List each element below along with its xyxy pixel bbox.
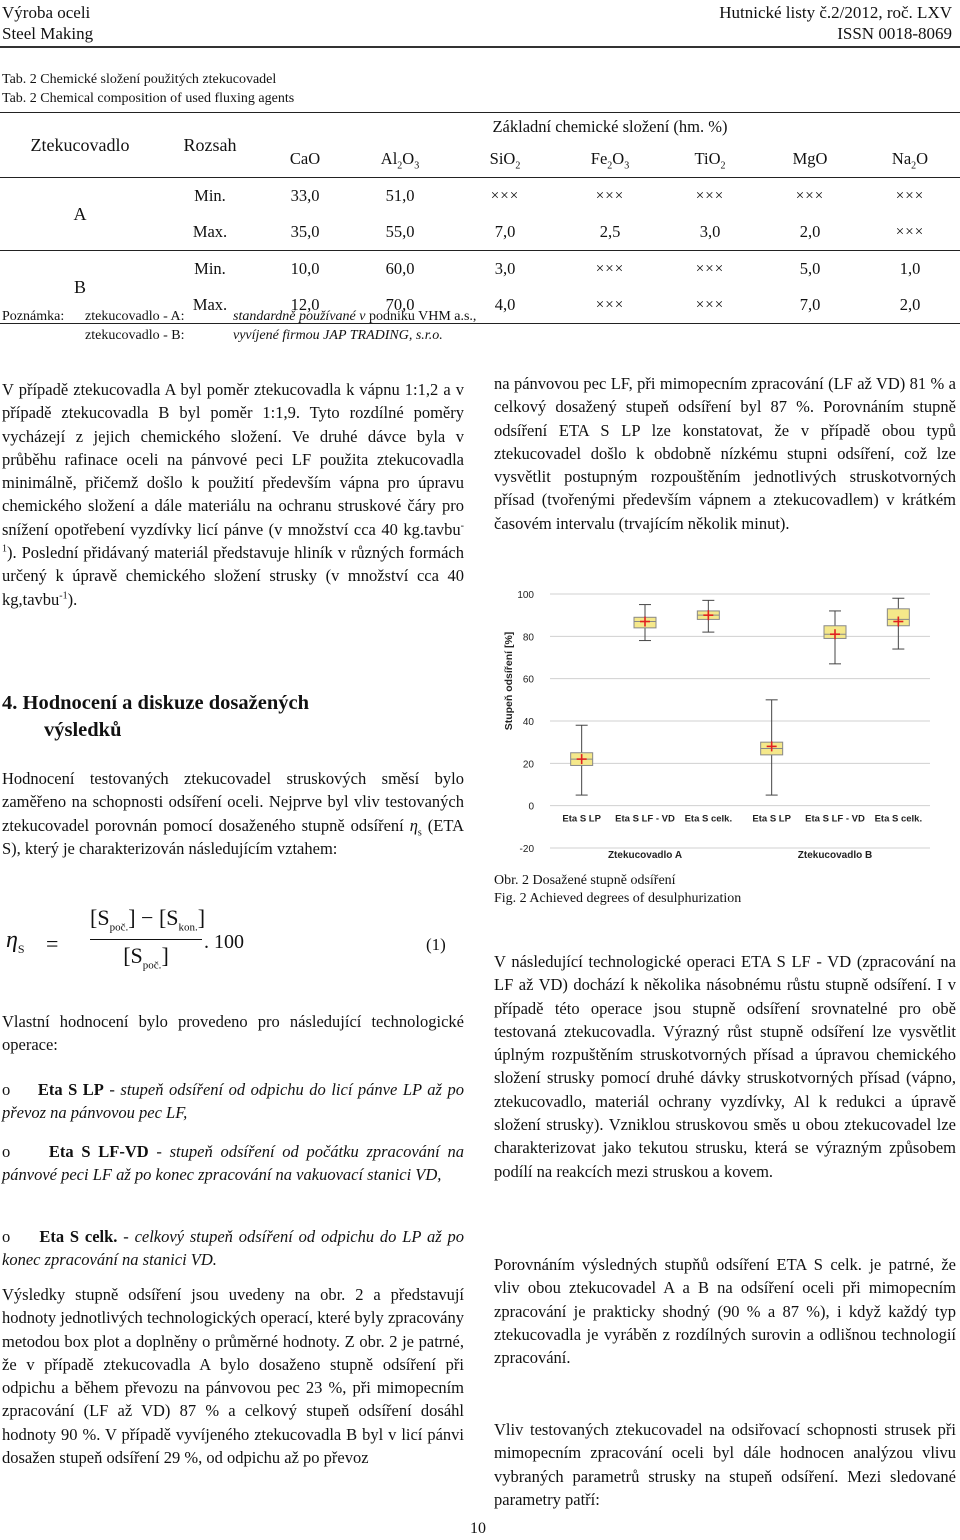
value-cell: 2,0: [860, 287, 960, 324]
desulphurization-boxplot: [490, 580, 940, 870]
value-cell: 1,0: [899, 259, 921, 278]
value-cell: ×××: [595, 187, 625, 204]
paragraph-results: Výsledky stupně odsíření jsou uvedeny na obr. 2 a představují hodnoty jednotlivých technologických operací, které byly zpracovány metodou box plot a doplněny o průměrné hodnoty. Z obr. 2 je patrné, že v případě ztekucovadla A bylo dosaženo stupně odsíření při odpichu a během převozu na pánvovou pec 23 %, při mimopecním zpracování (LF až VD) 87 % a celkový stupeň odsíření dosáhl hodnoty 90 %. V případě vyvíjeného ztekucovadla B byl v licí pánvi dosažen stupeň odsíření 29 %, od odpichu až po převoz: [2, 1285, 464, 1468]
journal-section-en: Steel Making: [2, 24, 94, 43]
y-axis-label: Stupeň odsíření [%]: [503, 631, 515, 731]
chemical-composition-table: [0, 112, 960, 324]
table-row: [0, 178, 960, 215]
header-tio2: TiO$_2$: [660, 141, 760, 178]
equation-desulphurization: [6, 905, 466, 980]
header-rule: [0, 46, 960, 48]
y-tick-label: 20: [522, 759, 534, 771]
eq-number: (1): [426, 935, 446, 954]
value-cell: 3,0: [660, 214, 760, 251]
header-composition-group: Základní chemické složení (hm. %): [260, 113, 960, 142]
table-note-val-b: vyvíjené firmou JAP TRADING, s.r.o.: [233, 328, 443, 343]
header-range: Rozsah: [160, 113, 260, 178]
value-cell: ×××: [695, 260, 725, 277]
y-tick-label: 100: [517, 590, 534, 601]
list-item: o Eta S celk. - celkový stupeň odsíření od odpichu do LP až po konec zpracování na stanici VD.: [2, 1227, 464, 1270]
y-tick-label: -20: [519, 844, 534, 855]
figure-caption-cz: Obr. 2 Dosažené stupně odsíření: [494, 873, 676, 888]
header-flux: Ztekucovadlo: [0, 113, 160, 178]
eq-denominator: $[S_{poč.}]$: [123, 943, 169, 972]
x-tick-label: Eta S LP: [562, 813, 601, 825]
range-cell: Min.: [194, 259, 226, 278]
section-heading: 4. Hodnocení a diskuze dosažených výsledků: [2, 692, 309, 741]
value-cell: ×××: [490, 187, 520, 204]
figure-caption-en: Fig. 2 Achieved degrees of desulphurization: [494, 891, 742, 906]
paragraph-operations: Vlastní hodnocení bylo provedeno pro následující technologické operace:: [2, 1012, 464, 1055]
y-tick-label: 80: [522, 632, 534, 644]
y-tick-label: 40: [522, 717, 534, 728]
journal-section-cz: Výroba oceli: [2, 3, 91, 22]
value-cell: ×××: [695, 187, 725, 204]
value-cell: 33,0: [290, 186, 320, 205]
journal-issn: ISSN 0018-8069: [837, 24, 952, 43]
value-cell: ×××: [795, 187, 825, 204]
eq-fraction-bar: [90, 939, 202, 940]
x-tick-label: Eta S celk.: [874, 813, 923, 825]
paragraph-ratio: V případě ztekucovadla A byl poměr ztekucovadla k vápnu 1:1,2 a v případě ztekucovadla B byl poměr 1:1,9. Tyto rozdílné poměry vycházejí z jejich chemického složení. Ve druhé dávce byla v průběhu rafinace oceli na pánvové peci LF použita ztekucovadla minimálně, přičemž došlo k použití především vápna pro úpravu chemického složení a dále materiálu na ochranu struskové čáry pro snížení opotřebení vyzdívky licí pánve (v množství cca 40 kg.tavbu$^{-1}$). Poslední přidávaný materiál představuje hliník v různých formách určený k úpravě chemického složení strusky (v množství cca 40 kg,tavbu$^{-1}$).: [2, 380, 464, 609]
x-tick-label: Eta S celk.: [684, 813, 733, 825]
value-cell: 51,0: [385, 186, 415, 205]
list-item: o Eta S LF-VD - stupeň odsíření od počátku zpracování na pánvové peci LF až po konec zpracování na vakuovací stanici VD,: [2, 1142, 464, 1185]
value-cell: 5,0: [799, 259, 821, 278]
page-number: 10: [470, 1520, 486, 1537]
group-label: Ztekucovadlo B: [797, 850, 873, 861]
value-cell: 3,0: [494, 259, 516, 278]
flux-b: B: [0, 251, 160, 324]
eq-lhs: $\eta_S$: [6, 927, 25, 956]
x-tick-label: Eta S LP: [752, 813, 791, 825]
range-cell: Min.: [194, 186, 226, 205]
value-cell: 7,0: [760, 287, 860, 324]
eq-numerator: $[S_{poč.}] - [S_{kon.}]$: [90, 905, 206, 934]
value-cell: ×××: [560, 287, 660, 324]
header-mgo: MgO: [760, 141, 860, 178]
eq-multiplier: . 100: [204, 931, 244, 953]
x-tick-label: Eta S LF - VD: [805, 813, 865, 825]
x-tick-label: Eta S LF - VD: [615, 813, 675, 825]
paragraph-continuation: na pánvovou pec LF, při mimopecním zpracování (LF až VD) 81 % a celkový dosažený stupeň odsíření byl 87 %. Porovnáním stupně odsíření ETA S LP lze konstatovat, že v případě obou typů ztekucovadel došlo k obdobně nízkému stupni odsíření, což lze vysvětlit postupným rozpouštěním jednotlivých struskotvorných přísad (tvořenými především vápnem a ztekucovadlem) v krátkém časovém intervalu (trvajícím několik minut).: [494, 374, 956, 533]
header-na2o: $Na_2O$: [860, 141, 960, 178]
range-cell: Max.: [160, 214, 260, 251]
y-tick-label: 0: [528, 801, 534, 813]
journal-title: Hutnické listy č.2/2012, roč. LXV: [719, 3, 952, 22]
header-sio2: SiO$_2$: [450, 141, 560, 178]
value-cell: 55,0: [350, 214, 450, 251]
table-note-key-a: ztekucovadlo - A:: [85, 309, 185, 324]
value-cell: ×××: [860, 214, 960, 251]
value-cell: 4,0: [450, 287, 560, 324]
value-cell: ×××: [595, 260, 625, 277]
group-label: Ztekucovadlo A: [607, 850, 683, 861]
value-cell: 2,5: [560, 214, 660, 251]
table-note-key-b: ztekucovadlo - B:: [85, 328, 185, 343]
value-cell: 60,0: [385, 259, 415, 278]
value-cell: 35,0: [260, 214, 350, 251]
table-note-label: Poznámka:: [2, 309, 65, 324]
table-caption-cz: Tab. 2 Chemické složení použitých ztekucovadel: [2, 72, 277, 87]
header-cao: CaO: [260, 141, 350, 178]
y-tick-label: 60: [522, 674, 534, 686]
range-cell: Max.: [160, 287, 260, 324]
eq-equals: =: [46, 931, 59, 956]
value-cell: ×××: [660, 287, 760, 324]
value-cell: 10,0: [290, 259, 320, 278]
header-al2o3: $Al_2O_3$: [350, 141, 450, 178]
value-cell: 2,0: [760, 214, 860, 251]
value-cell: ×××: [895, 187, 925, 204]
list-item: o Eta S LP - stupeň odsíření od odpichu do licí pánve LP až po převoz na pánvovou pec LF,: [2, 1080, 464, 1123]
paragraph-lf-vd: V následující technologické operaci ETA S LF - VD (zpracování na LF až VD) dochází k několika násobnému růstu stupně odsíření. I v případě této operace jsou stupně odsíření srovnatelné pro obě testovaná ztekucovadla. Výrazný růst stupně odsíření lze vysvětlit úplným rozpuštěním struskotvorných přísad a úpravou chemického složení strusky pomocí druhé dávky struskotvorných přísad (vápno, ztekucovadlo, materiál ochrany vyzdívky, Al k redukci a úpravě složení strusky). Vzniklou struskovou směs u obou ztekucovadel lze charakterizovat jako tekutou strusku, která se výrazným způsobem podílí na reakcích mezi struskou a kovem.: [494, 952, 956, 1181]
table-row: [0, 251, 960, 288]
value-cell: 7,0: [450, 214, 560, 251]
table-note-val-a: standardně používané v podniku VHM a.s.,: [233, 309, 477, 324]
paragraph-total: Porovnáním výsledných stupňů odsíření ETA S celk. je patrné, že vliv obou ztekucovadel A a B na odsíření oceli při mimopecním zpracování je prakticky shodný (90 % a 87 %), i když každý typ ztekucovadla je vyráběn z rozdílných surovin a odlišnou technologií zpracování.: [494, 1255, 956, 1368]
header-fe2o3: $Fe_2O_3$: [560, 141, 660, 178]
paragraph-parameters: Vliv testovaných ztekucovadel na odsiřovací schopnosti strusek při mimopecním zpracování oceli byl dále hodnocen analýzou vlivu vybraných parametrů strusky na stupeň odsíření. Mezi sledované parametry patří:: [494, 1420, 956, 1509]
flux-a: A: [0, 178, 160, 251]
value-cell: 12,0: [260, 287, 350, 324]
table-caption-en: Tab. 2 Chemical composition of used fluxing agents: [2, 91, 295, 106]
paragraph-evaluation: Hodnocení testovaných ztekucovadel struskových směsí bylo zaměřeno na schopnosti odsíření oceli. Nejprve byl vliv testovaných ztekucovadel porovnán pomocí dosaženého stupně odsíření $\eta_s$ (ETA S), který je charakterizován následujícím vztahem:: [2, 769, 465, 858]
value-cell: 70,0: [350, 287, 450, 324]
